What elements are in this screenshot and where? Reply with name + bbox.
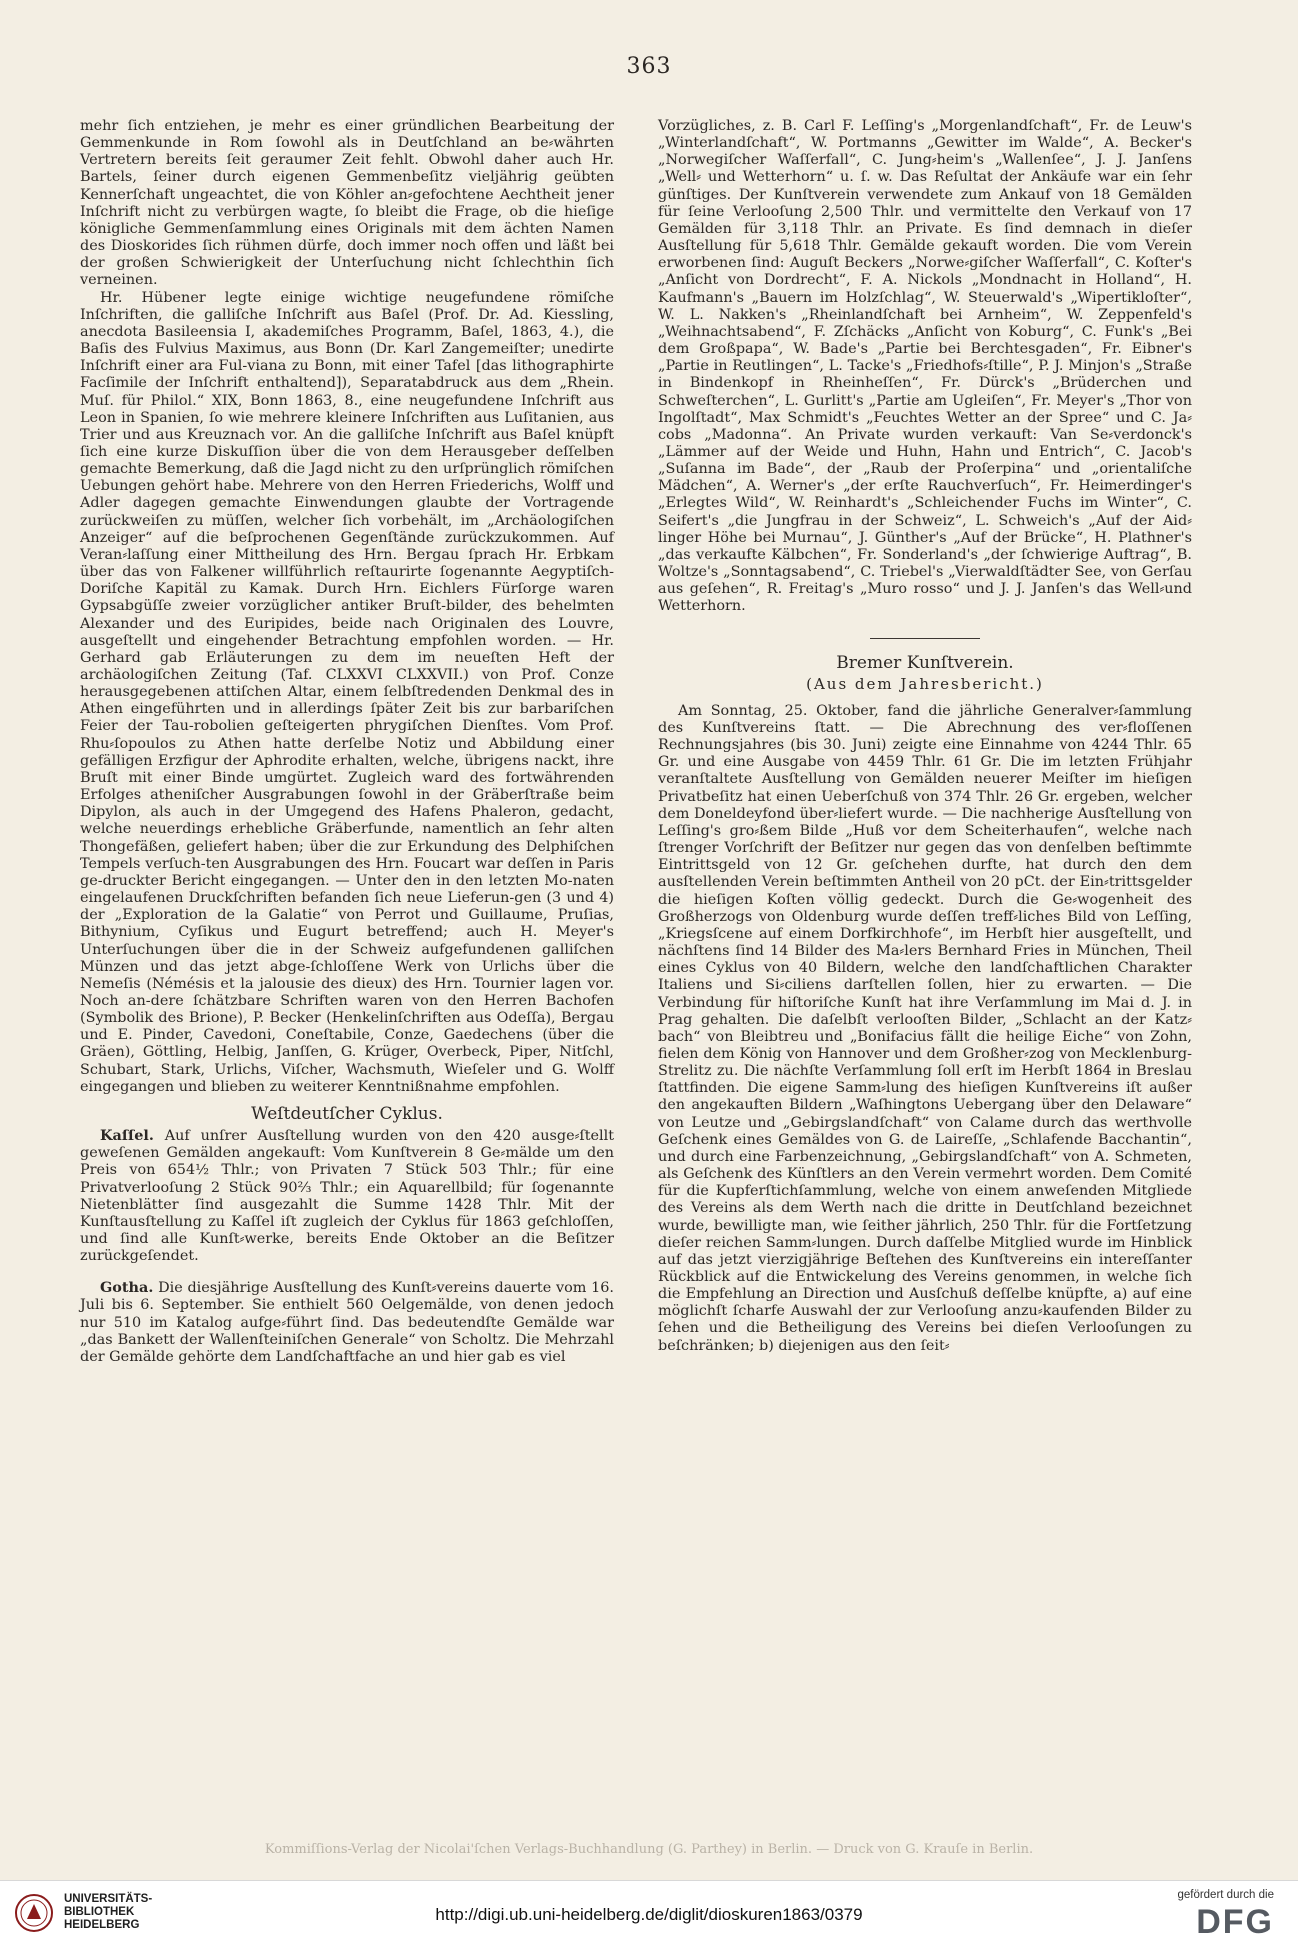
funder-block[interactable] [1124,1889,1274,1939]
paragraph-kassel [80,1127,614,1265]
viewer-footer-bar [0,1880,1298,1952]
permalink-url[interactable]: http://digi.ub.uni-heidelberg.de/diglit/dioskuren1863/0379 [435,1905,863,1924]
paragraph-gotha [80,1279,614,1366]
gotha-text: Die diesjährige Ausſtellung des Kunſt⸗vereins dauerte vom 16. Juli bis 6. September. Sie enthielt 560 Oelgemälde, von denen jedoch nur 510 im Katalog aufge⸗führt ſind. Das bedeutendſte Gemälde war „das Bankett der Wallenſteiniſchen Generale“ von Scholtz. Die Mehrzahl der Gemälde gehörte dem Landſchaftfache an und hier gab es viel [80,1280,615,1365]
section-subheading: (Aus dem Jahresbericht.) [806,674,1044,693]
institution-line-2: BIBLIOTHEK [64,1906,135,1918]
left-column [80,118,614,1366]
dfg-logo: DFG [1196,1903,1274,1941]
kassel-text: Auf unſrer Ausſtellung wurden von den 420 ausge⸗ſtellt geweſenen Gemälden angekauft: Vom Kunſtverein 8 Ge⸗mälde um den Preis von 654½ Thlr.; von Privaten 7 Stück 503 Thlr.; für eine Privatverlooſung 2 Stück 90⅔ Thlr.; ein Aquarellbild; für ſogenannte Nietenblätter ſind ausgezahlt die Summe 1428 Thlr. Mit der Kunſtausſtellung zu Kaſſel iſt zugleich der Cyklus für 1863 geſchloſſen, und ſind alle Kunſt⸗werke, bereits Ende Oktober an die Beſitzer zurückgeſendet. [80,1128,615,1265]
institution-line-1: UNIVERSITÄTS- [64,1893,153,1905]
gotha-lead: Gotha. [100,1279,154,1297]
paragraph-gotha-continued: Vorzügliches, z. B. Carl F. Leſſing's „Morgenlandſchaft“, Fr. de Leuw's „Winterlandſchaft“, W. Portmanns „Gewitter im Walde“, A. Becker's „Norwegiſcher Waſſerfall“, C. Jung⸗heim's „Wallenſee“, J. J. Janſens „Well⸗ und Wetterhorn“ u. ſ. w. Das Reſultat der Ankäufe war ein ſehr günſtiges. Der Kunſtverein verwendete zum Ankauf von 18 Gemälden für ſeine Verlooſung 2,500 Thlr. und vermittelte den Verkauf von 17 Gemälden für 3,118 Thlr. an Private. Es ſind demnach in dieſer Ausſtellung für 5,618 Thlr. Gemälde gekauft worden. Die vom Verein erworbenen ſind: Auguſt Beckers „Norwe⸗giſcher Waſſerfall“, C. Koſter's „Anſicht von Dordrecht“, F. A. Nickols „Mondnacht in Holland“, H. Kaufmann's „Bauern im Holzſchlag“, W. Steuerwald's „Wipertikloſter“, W. L. Nakken's „Rheinlandſchaft bei Arnheim“, W. Zeppenfeld's „Weihnachtsabend“, F. Zſchäcks „Anſicht von Koburg“, C. Funk's „Bei dem Großpapa“, W. Bade's „Partie bei Berchtesgaden“, Fr. Eibner's „Partie in Reutlingen“, L. Tacke's „Friedhofs⸗ſtille“, P. J. Minjon's „Straße in Bindenkopf in Rheinheſſen“, Fr. Dürck's „Brüderchen und Schweſterchen“, L. Gurlitt's „Partie am Ugleiſen“, Fr. Meyer's „Thor von Ingolſtadt“, Max Schmidt's „Feuchtes Wetter an der Spree“ und C. Ja⸗cobs „Madonna“. An Private wurden verkauft: Van Se⸗verdonck's „Lämmer auf der Weide und Huhn, Hahn und Entrich“, C. Jacob's „Suſanna im Bade“, der „Raub der Proſerpina“ und „orientaliſche Mädchen“, A. Werner's „der erſte Rauchverſuch“, Fr. Heimerdinger's „Erlegtes Wild“, W. Reinhardt's „Schleichender Fuchs im Winter“, C. Seifert's „die Jungfrau in der Schweiz“, L. Schweich's „Auf der Aid⸗linger Höhe bei Murnau“, J. Günther's „Auf der Brücke“, H. Plathner's „das verkaufte Kälbchen“, Fr. Sonderland's „der ſchwierige Auftrag“, B. Woltze's „Sonntagsabend“, C. Triebel's „Vierwaldſtädter See, von Gerſau aus geſehen“, R. Freitag's „Muro rosso“ und J. J. Janſen's das Well⸗und Wetterhorn. [658,118,1192,615]
section-heading-westdeutscher-cyklus: Weſtdeutſcher Cyklus. [251,1103,443,1124]
paragraph-gem-discussion: mehr ſich entziehen, je mehr es einer gründlichen Bearbeitung der Gemmenkunde in Rom ſowohl als in Deutſchland an be⸗währten Vertretern bereits ſeit geraumer Zeit fehlt. Obwohl daher auch Hr. Bartels, ſeiner durch eigenen Gemmenbeſitz vieljährig geübten Kennerſchaft ungeachtet, die von Köhler an⸗gefochtene Aechtheit jener Inſchrift nicht zu verbürgen wagte, ſo bleibt die Frage, ob die hieſige königliche Gemmenſammlung eines Originals mit dem ächten Namen des Dioskorides ſich rühmen dürfe, doch immer noch offen und läßt bei der großen Schwierigkeit der Unterſuchung nicht ſchlechthin ſich verneinen. [80,118,614,289]
right-column [658,118,1192,1355]
paragraph-bremen-report: Am Sonntag, 25. Oktober, fand die jährliche Generalver⸗ſammlung des Kunſtvereins ſtatt. — Die Abrechnung des ver⸗floſſenen Rechnungsjahres (bis 30. Juni) zeigte eine Einnahme von 4244 Thlr. 65 Gr. und eine Ausgabe von 4459 Thlr. 61 Gr. Die im letzten Frühjahr veranſtaltete Ausſtellung von Gemälden neuerer Meiſter im hieſigen Privatbeſitz hat einen Ueberſchuß von 374 Thlr. 26 Gr. ergeben, welcher dem Doneldeyfond über⸗liefert wurde. — Die nachherige Ausſtellung von Leſſing's gro⸗ßem Bilde „Huß vor dem Scheiterhaufen“, welche nach ſtrenger Vorſchrift der Beſitzer nur gegen das von denſelben beſtimmte Eintrittsgeld von 12 Gr. geſchehen durfte, hat durch den dem ausſtellenden Verein beſtimmten Antheil von 20 pCt. der Ein⸗trittsgelder die hieſigen Koſten völlig gedeckt. Durch die Ge⸗wogenheit des Großherzogs von Oldenburg wurde deſſen treff⸗liches Bild von Leſſing, „Kriegsſcene auf einem Dorfkirchhofe“, im Herbſt hier ausgeſtellt, und nächſtens ſind 14 Bilder des Ma⸗lers Bernhard Fries in München, Theil eines Cyklus von 40 Bildern, welche den landſchaftlichen Charakter Italiens und Si⸗ciliens darſtellen ſollen, hier zu erwarten. — Die Verbindung für hiſtoriſche Kunſt hat ihre Verſammlung im Mai d. J. in Prag gehalten. Die daſelbſt verlooſten Bilder, „Schlacht an der Katz⸗bach“ von Bleibtreu und „Bonifacius fällt die heilige Eiche“ von Zohn, fielen dem König von Hannover und dem Großher⸗zog von Mecklenburg-Strelitz zu. Die nächſte Verſammlung ſoll erſt im Herbſt 1864 in Breslau ſtattfinden. Die eigene Samm⸗lung des hieſigen Kunſtvereins iſt außer den angekauften Bildern „Waſhingtons Uebergang über den Delaware“ von Leutze und „Gebirgslandſchaft“ von Calame durch das werthvolle Geſchenk eines Gemäldes von G. de Laireſſe, „Schlafende Bacchantin“, und durch eine Farbenzeichnung, „Gebirgslandſchaft“ von A. Schmeten, als Geſchenk des Künſtlers an den Verein vermehrt worden. Dem Comité für die Kupferſtichſammlung, welche von einem anweſenden Mitgliede des Vereins als dem Werth nach die dritte in Deutſchland bezeichnet wurde, bewilligte man, wie ſeither jährlich, 250 Thlr. für die Fortſetzung dieſer reichen Samm⸗lungen. Durch daſſelbe Mitglied wurde im Hinblick auf das jetzt vierzigjährige Beſtehen des Kunſtvereins ein intereſſanter Rückblick auf die Entwickelung des Vereins genommen, in welche ſich die Empfehlung an Direction und Ausſchuß deſſelbe knüpfte, a) auf eine möglichſt ſcharfe Auswahl der zur Verlooſung anzu⸗kaufenden Bilder zu ſehen und die Betheiligung des Vereins bei dieſen Verlooſungen zu beſchränken; b) diejenigen aus den ſeit⸗ [658,702,1192,1354]
paragraph-inscriptions: Hr. Hübener legte einige wichtige neugefundene römiſche Inſchriften, die galliſche Inſchrift aus Baſel (Prof. Dr. Ad. Kiessling, anecdota Basileensia I, akademiſches Programm, Baſel, 1863, 4.), die Baſis des Fulvius Maximus, aus Bonn (Dr. Karl Zangemeiſter; unedirte Inſchrift einer ara Ful-viana zu Bonn, mit einer Tafel [das lithographirte Facſimile der Inſchrift enthaltend]), Separatabdruck aus dem „Rhein. Muſ. für Philol.“ XIX, Bonn 1863, 8., eine neugefundene Inſchrift aus Leon in Spanien, ſo wie mehrere kleinere Inſchriften aus Luſitanien, aus Trier und aus Kreuznach vor. An die galliſche Inſchrift aus Baſel knüpft ſich eine kurze Diskuſſion über die von dem Herausgeber deſſelben gemachte Bemerkung, daß die Jagd nicht zu den urſprünglich römiſchen Uebungen gehört habe. Mehrere von den Herren Friederichs, Wolff und Adler dagegen gemachte Einwendungen glaubte der Vortragende zurückweiſen zu müſſen, welcher ſich vorbehält, im „Archäologiſchen Anzeiger“ auf die beſprochenen Gegenſtände zurückzukommen. Auf Veran⸗laſſung einer Mittheilung des Hrn. Bergau ſprach Hr. Erbkam über das von Falkener willführlich reſtaurirte ſogenannte Aegyptiſch-Doriſche Kapitäl zu Kamak. Durch Hrn. Eichlers Fürſorge waren Gypsabgüſſe zweier vorzüglicher antiker Bruſt-bilder, des behelmten Alexander und des Euripides, beide nach Originalen des Louvre, ausgeſtellt und eingehender Betrachtung empfohlen worden. — Hr. Gerhard gab Erläuterungen zu dem im neueſten Heft der archäologiſchen Zeitung (Taf. CLXXVI CLXXVII.) von Prof. Conze herausgegebenen attiſchen Altar, einem ſelbſtredenden Denkmal des in Athen eingeführten und in allerdings ſpäter Zeit bis zur barbariſchen Feier der Tau-robolien geſteigerten phrygiſchen Dienſtes. Vom Prof. Rhu⸗ſopoulos zu Athen hatte derſelbe Notiz und Abbildung einer gefälligen Erzfigur der Aphrodite erhalten, welche, übrigens nackt, ihre Bruſt mit einer Binde umgürtet. Zugleich ward des fortwährenden Erfolges atheniſcher Ausgrabungen ſowohl in der Gräberſtraße beim Dipylon, als auch in der Umgegend des Hafens Phaleron, gedacht, welche neuerdings erhebliche Gräberfunde, namentlich an ſehr alten Thongefäßen, geliefert haben; über die zur Erkundung des Delphiſchen Tempels verſuch-ten Ausgrabungen des Hrn. Foucart war deſſen in Paris ge-druckter Bericht eingegangen. — Unter den in den letzten Mo-naten eingelaufenen Druckſchriften befanden ſich neue Lieferun-gen (3 und 4) der „Exploration de la Galatie“ von Perrot und Guillaume, Pruſias, Bithynium, Cyſikus und Eugurt betreffend; auch H. Meyer's Unterſuchungen über die in der Schweiz aufgefundenen galliſchen Münzen und das jetzt abge-ſchloſſene Werk von Urlichs über die Nemeſis (Némésis et la jalousie des dieux) des Hrn. Tournier lagen vor. Noch an-dere ſchätzbare Schriften waren von den Herren Bachofen (Symbolik des Brione), P. Becker (Henkelinſchriften aus Odeſſa), Bergau und E. Pinder, Cavedoni, Coneſtabile, Conze, Gaedechens (über die Gräen), Göttling, Helbig, Janſſen, G. Krüger, Overbeck, Piper, Nitſchl, Schubart, Stark, Urlichs, Viſcher, Wachsmuth, Wieſeler und G. Wolff eingegangen und blieben zu weiterer Kenntnißnahme empfohlen. [80,289,614,1095]
section-divider [870,638,980,639]
section-heading-bremer-kunstverein: Bremer Kunſtverein. [836,652,1014,673]
bleed-through-imprint: Kommiſſions-Verlag der Nicolai'ſchen Verlags-Buchhandlung (G. Parthey) in Berlin. — Druck von G. Krauſe in Berlin. [264,1842,1034,1857]
funded-by-label: gefördert durch die [1177,1889,1274,1901]
institution-line-3: HEIDELBERG [64,1919,140,1931]
kassel-lead: Kaſſel. [100,1127,154,1145]
page-number: 363 [626,54,672,79]
